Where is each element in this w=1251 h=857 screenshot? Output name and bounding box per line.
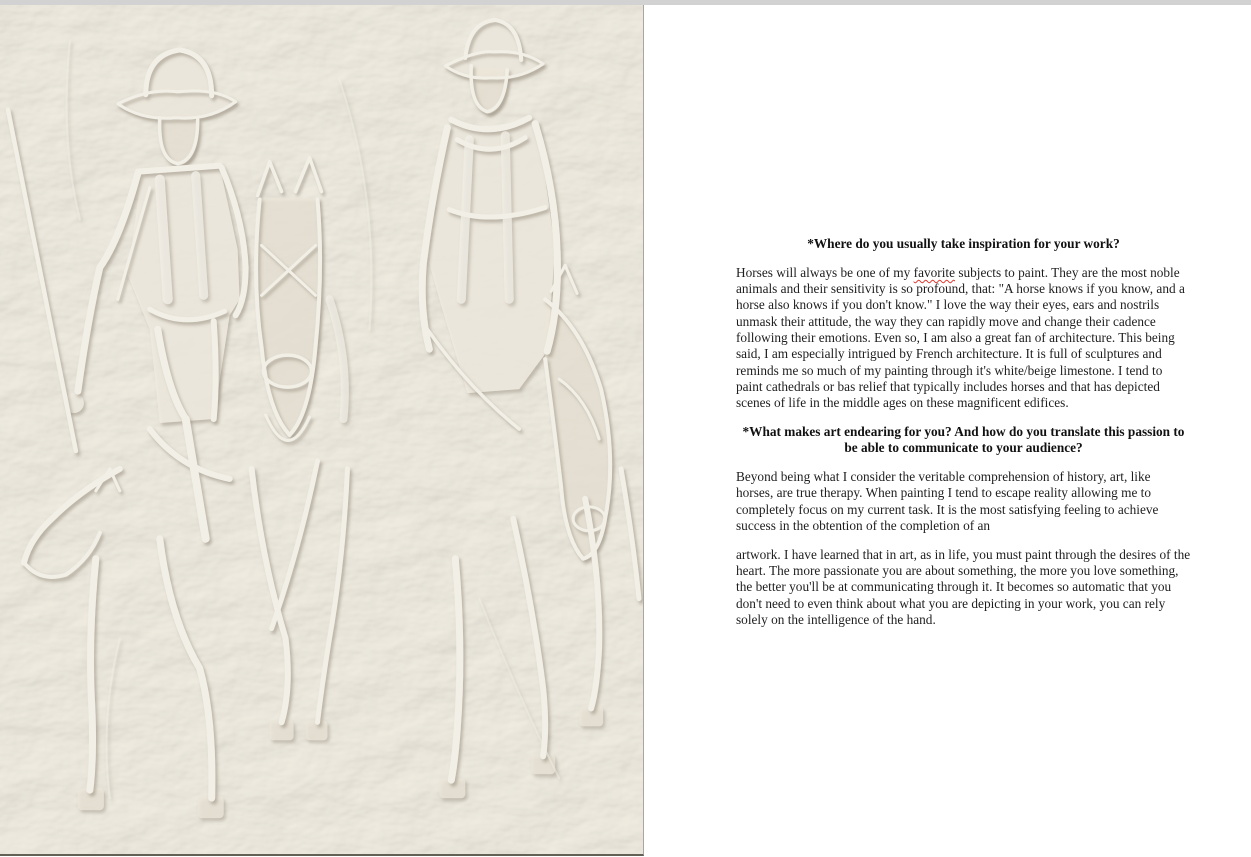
interview-text-pane (645, 0, 1251, 857)
question-heading-2: *What makes art endearing for you? And how do you translate this passion to be able to communicate to your audience? (742, 423, 1185, 456)
answer-paragraph-1 (736, 265, 1191, 412)
answer-1-text-end: subjects to paint. They are the most noble animals and their sensitivity is so profound, that: "A horse knows if you know, and a horse also knows if you don't know." I love the way their eyes, ears and nostrils unmask their attitude, the way they can rapidly move and change their cadence following their emotions. Even so, I am also a great fan of architecture. This being said, I am especially intrigued by French architecture. It is full of sculptures and reminds me so much of my painting through it's white/beige limestone. I tend to paint cathedrals or bas relief that typically includes horses and that has depicted scenes of life in the middle ages on these magnificent edifices. (736, 264, 1185, 411)
question-heading-1: *Where do you usually take inspiration for your work? (807, 236, 1120, 251)
window-top-edge (0, 0, 1251, 5)
answer-1-text-start: Horses will always be one of my (736, 264, 914, 280)
misspelled-word: favorite (913, 264, 955, 280)
answer-paragraph-3: artwork. I have learned that in art, as in life, you must paint through the desires of the heart. The more passionate you are about something, the more you love something, the better you'll be at communicating through it. It becomes so automatic that you don't need to even think about what you are depicting in your work, you can rely solely on the intelligence of the hand. (736, 546, 1191, 627)
answer-paragraph-2: Beyond being what I consider the veritable comprehension of history, art, like horses, are true therapy. When painting I tend to escape reality allowing me to completely focus on my current task. It is the most satisfying feeling to achieve success in the obtention of the completion of an (736, 469, 1159, 533)
interview-article (736, 236, 1191, 641)
